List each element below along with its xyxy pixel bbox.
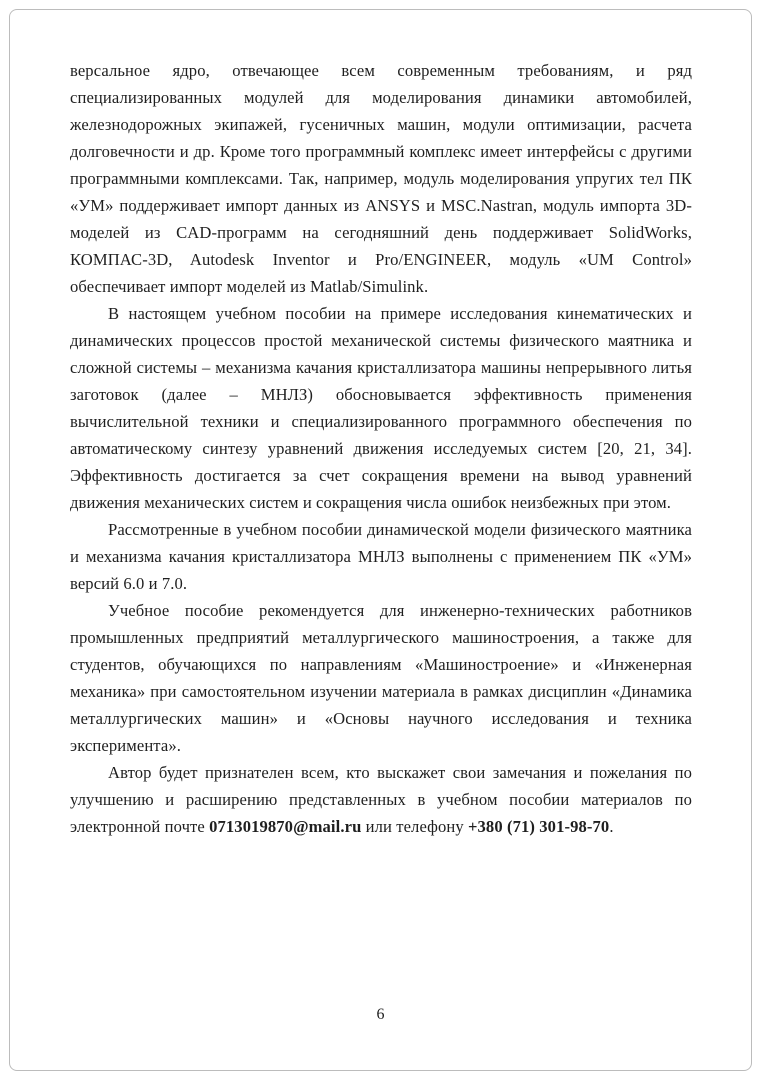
paragraph-continuation: версальное ядро, отвечающее всем современным требованиям, и ряд специализированных модулей для моделирования динамики автомобилей, железнодорожных экипажей, гусеничных машин, модули оптимизации, расчета долговечности и др. Кроме того программный комплекс имеет интерфейсы с другими программными комплексами. Так, например, модуль моделирования упругих тел ПК «УМ» поддерживает импорт данных из ANSYS и MSC.Nastran, модуль импорта 3D-моделей из CAD-программ на сегодняшний день поддерживает SolidWorks, КОМПАС-3D, Autodesk Inventor и Pro/ENGINEER, модуль «UM Control» обеспечивает импорт моделей из Matlab/Simulink. — [70, 61, 692, 296]
page-number: 6 — [376, 1006, 385, 1023]
phone-number: +380 (71) 301-98-70 — [467, 817, 610, 836]
paragraph: В настоящем учебном пособии на примере исследования кинематических и динамических процессов простой механической системы физического маятника и сложной системы – механизма качания кристаллизатора машины непрерывного литья заготовок (далее – МНЛЗ) обосновывается эффективность применения вычислительной техники и специализированного программного обеспечения по автоматическому синтезу уравнений движения исследуемых систем [20, 21, 34]. Эффективность достигается за счет сокращения времени на вывод уравнений движения механических систем и сокращения числа ошибок неизбежных при этом. — [70, 304, 692, 512]
closing-text-end: . — [609, 817, 614, 836]
paragraph-closing — [70, 759, 692, 840]
email-address: 0713019870@mail.ru — [209, 817, 362, 836]
closing-text-mid: или телефону — [361, 817, 468, 836]
paragraph: Учебное пособие рекомендуется для инженерно-технических работников промышленных предприятий металлургического машиностроения, а также для студентов, обучающихся по направлениям «Машиностроение» и «Инженерная механика» при самостоятельном изучении материала в рамках дисциплин «Динамика металлургических машин» и «Основы научного исследования и техника эксперимента». — [70, 601, 692, 755]
closing-text-lead: Автор будет признателен всем, кто выскажет свои замечания и пожелания по улучшению и расширению представленных в учебном пособии материалов по электронной почте — [70, 763, 692, 836]
paragraph: Рассмотренные в учебном пособии динамической модели физического маятника и механизма качания кристаллизатора МНЛЗ выполнены с применением ПК «УМ» версий 6.0 и 7.0. — [70, 520, 692, 593]
text-block — [70, 57, 692, 840]
